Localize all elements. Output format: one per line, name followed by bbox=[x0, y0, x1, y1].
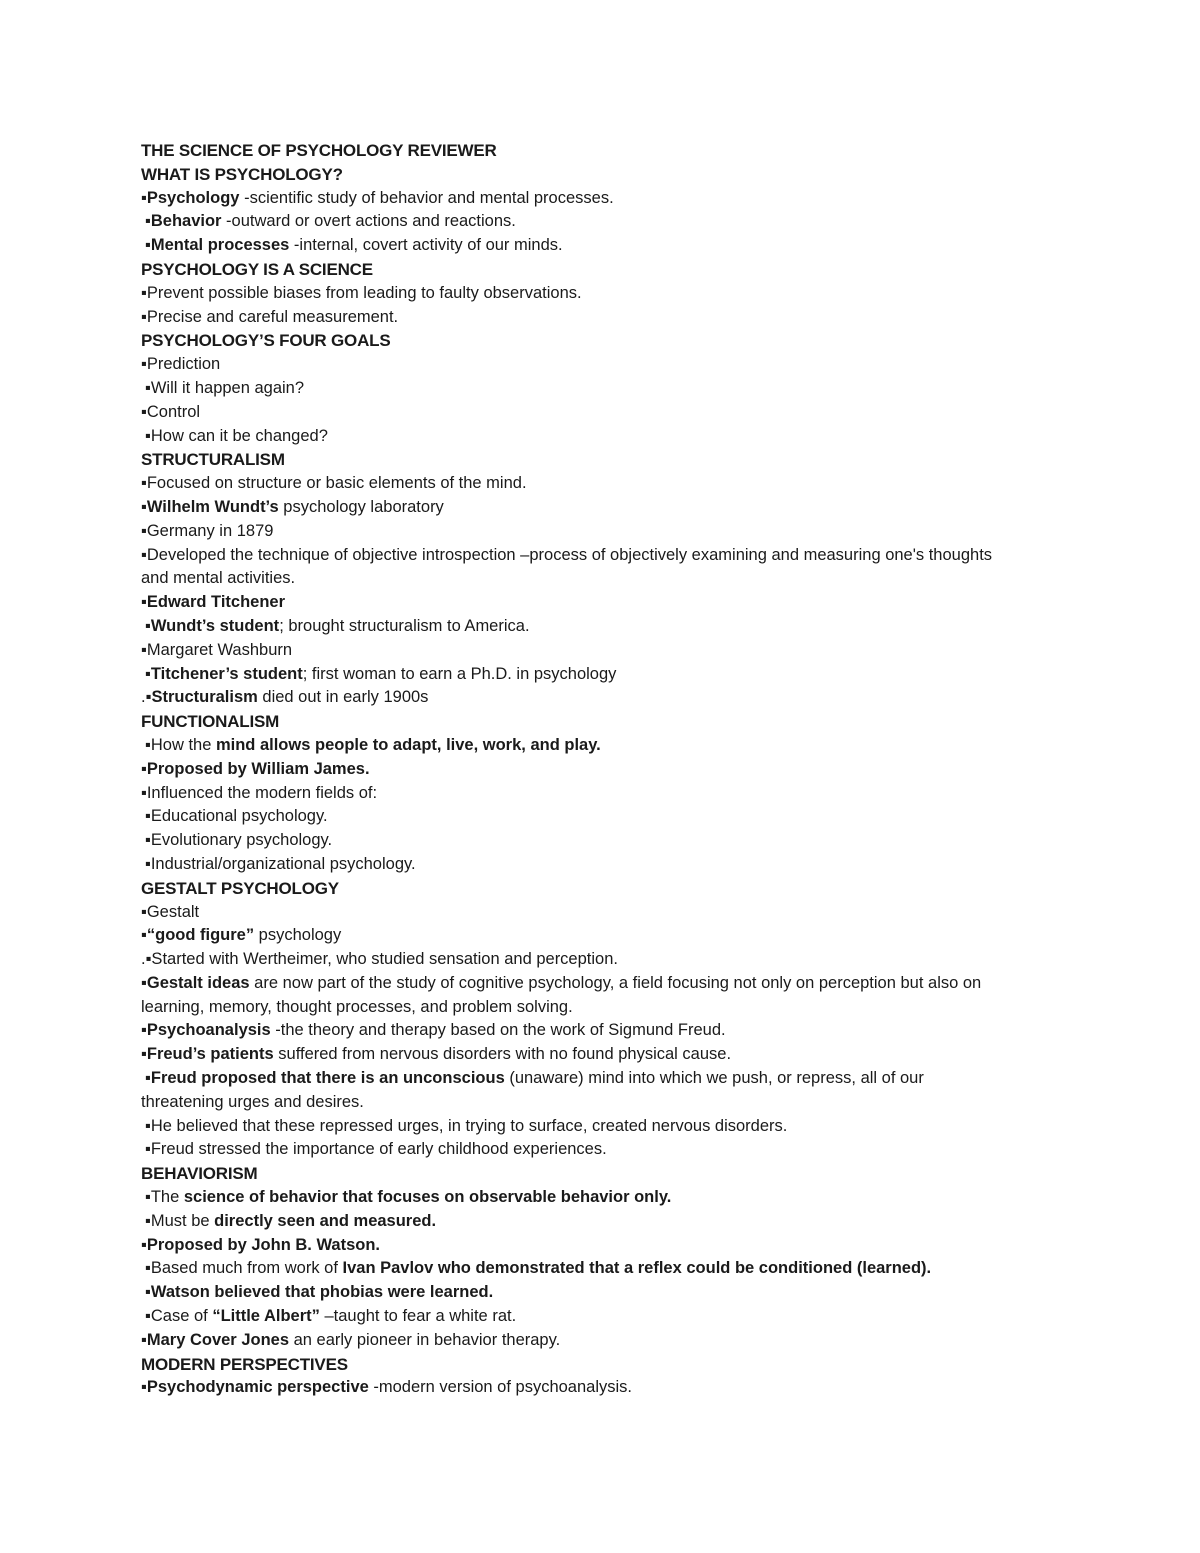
text-segment: ▪ bbox=[145, 616, 151, 635]
text-line bbox=[141, 377, 1071, 401]
text-line bbox=[141, 353, 1071, 377]
bold-term: directly seen and measured. bbox=[214, 1211, 437, 1230]
text-line bbox=[141, 1138, 1071, 1162]
text-segment: an early pioneer in behavior therapy. bbox=[289, 1330, 561, 1349]
text-line bbox=[141, 1234, 1071, 1258]
text-segment: ▪Focused on structure or basic elements of the mind. bbox=[141, 474, 527, 493]
section-heading bbox=[141, 139, 1071, 163]
text-segment: ▪Developed the technique of objective introspection –process of objectively examining and measuring one's thoughts bbox=[141, 545, 993, 564]
section-heading bbox=[141, 710, 1071, 734]
text-segment: ▪Freud stressed the importance of early childhood experiences. bbox=[145, 1140, 607, 1159]
text-segment: ▪ bbox=[141, 1235, 147, 1254]
bold-term: Wilhelm Wundt’s bbox=[146, 497, 279, 516]
text-segment: psychology bbox=[254, 926, 342, 945]
text-segment: STRUCTURALISM bbox=[141, 450, 285, 470]
text-segment: PSYCHOLOGY IS A SCIENCE bbox=[141, 259, 373, 279]
text-line bbox=[141, 1329, 1071, 1353]
text-segment: ▪ bbox=[141, 759, 147, 778]
text-segment: ▪ bbox=[141, 1045, 147, 1064]
text-segment: threatening urges and desires. bbox=[141, 1092, 364, 1111]
text-segment: ▪Evolutionary psychology. bbox=[145, 831, 333, 850]
bold-term: Watson believed that phobias were learned. bbox=[150, 1283, 494, 1302]
text-line bbox=[141, 1091, 1071, 1115]
bold-term: Behavior bbox=[150, 212, 222, 231]
text-segment: (unaware) mind into which we push, or repress, all of our bbox=[504, 1069, 924, 1088]
text-segment: ▪ bbox=[145, 212, 151, 231]
text-segment: WHAT IS PSYCHOLOGY? bbox=[141, 164, 343, 184]
bold-term: Wundt’s student bbox=[150, 616, 280, 635]
text-segment: ▪Prevent possible biases from leading to faulty observations. bbox=[141, 283, 582, 302]
text-line bbox=[141, 853, 1071, 877]
section-heading bbox=[141, 258, 1071, 282]
text-line bbox=[141, 234, 1071, 258]
text-line bbox=[141, 901, 1071, 925]
section-heading bbox=[141, 1353, 1071, 1377]
text-line bbox=[141, 496, 1071, 520]
text-segment: ▪He believed that these repressed urges, in trying to surface, created nervous disorders. bbox=[145, 1116, 788, 1135]
bold-term: Titchener’s student bbox=[150, 664, 303, 683]
bold-term: Psychodynamic perspective bbox=[146, 1378, 369, 1397]
text-line bbox=[141, 1067, 1071, 1091]
text-line bbox=[141, 282, 1071, 306]
text-segment: ▪ bbox=[141, 593, 147, 612]
text-segment: psychology laboratory bbox=[278, 497, 444, 516]
text-segment: GESTALT PSYCHOLOGY bbox=[141, 878, 339, 898]
text-segment: .▪Started with Wertheimer, who studied sensation and perception. bbox=[141, 950, 618, 969]
text-segment: ▪ bbox=[141, 188, 147, 207]
text-line bbox=[141, 805, 1071, 829]
text-segment: ▪ bbox=[141, 1330, 147, 1349]
bold-term: Edward Titchener bbox=[146, 593, 286, 612]
text-line bbox=[141, 187, 1071, 211]
bold-term: Structuralism bbox=[151, 688, 258, 707]
text-segment: ▪Based much from work of bbox=[145, 1259, 343, 1278]
text-segment: ; brought structuralism to America. bbox=[279, 616, 530, 635]
text-segment: –taught to fear a white rat. bbox=[319, 1307, 517, 1326]
text-segment: MODERN PERSPECTIVES bbox=[141, 1354, 348, 1374]
text-segment: suffered from nervous disorders with no found physical cause. bbox=[273, 1045, 732, 1064]
text-segment: ▪ bbox=[141, 1378, 147, 1397]
section-heading bbox=[141, 329, 1071, 353]
text-line bbox=[141, 1115, 1071, 1139]
bold-term: science of behavior that focuses on observable behavior only. bbox=[183, 1188, 672, 1207]
bold-term: Proposed by William James. bbox=[146, 759, 370, 778]
bold-term: Ivan Pavlov who demonstrated that a reflex could be conditioned (learned). bbox=[342, 1259, 932, 1278]
text-segment: died out in early 1900s bbox=[257, 688, 429, 707]
bold-term: Psychology bbox=[146, 188, 240, 207]
text-segment: ▪Gestalt bbox=[141, 902, 200, 921]
section-heading bbox=[141, 163, 1071, 187]
bold-term: Freud’s patients bbox=[146, 1045, 274, 1064]
section-heading bbox=[141, 448, 1071, 472]
text-line bbox=[141, 544, 1071, 568]
bold-term: Psychoanalysis bbox=[146, 1021, 271, 1040]
text-segment: BEHAVIORISM bbox=[141, 1164, 258, 1184]
text-line bbox=[141, 425, 1071, 449]
text-line bbox=[141, 972, 1071, 996]
text-line bbox=[141, 306, 1071, 330]
bold-term: Proposed by John B. Watson. bbox=[146, 1235, 381, 1254]
text-line bbox=[141, 829, 1071, 853]
text-segment: ▪Must be bbox=[145, 1211, 215, 1230]
text-segment: ▪ bbox=[145, 236, 151, 255]
text-segment: -scientific study of behavior and mental processes. bbox=[239, 188, 614, 207]
bold-term: mind allows people to adapt, live, work, and play. bbox=[215, 735, 601, 754]
text-line bbox=[141, 210, 1071, 234]
bold-term: “good figure” bbox=[146, 926, 255, 945]
section-heading bbox=[141, 877, 1071, 901]
text-segment: -internal, covert activity of our minds. bbox=[289, 236, 563, 255]
text-segment: ▪Educational psychology. bbox=[145, 807, 328, 826]
text-segment: ▪Germany in 1879 bbox=[141, 521, 274, 540]
text-segment: ▪Case of bbox=[145, 1307, 213, 1326]
bold-term: Freud proposed that there is an unconscious bbox=[150, 1069, 505, 1088]
bold-term: Mental processes bbox=[150, 236, 290, 255]
bold-term: Gestalt ideas bbox=[146, 973, 250, 992]
text-segment: FUNCTIONALISM bbox=[141, 712, 280, 732]
text-segment: ▪ bbox=[141, 497, 147, 516]
text-line bbox=[141, 1019, 1071, 1043]
text-segment: ▪ bbox=[141, 1021, 147, 1040]
text-line bbox=[141, 1305, 1071, 1329]
text-segment: THE SCIENCE OF PSYCHOLOGY REVIEWER bbox=[141, 141, 497, 160]
text-line bbox=[141, 924, 1071, 948]
text-segment: ▪Margaret Washburn bbox=[141, 640, 293, 659]
text-segment: are now part of the study of cognitive psychology, a field focusing not only on perception but also on bbox=[249, 973, 982, 992]
text-segment: ▪Control bbox=[141, 402, 201, 421]
document-body bbox=[141, 139, 1071, 1400]
text-segment: -outward or overt actions and reactions. bbox=[221, 212, 516, 231]
text-segment: and mental activities. bbox=[141, 569, 296, 588]
text-line bbox=[141, 1186, 1071, 1210]
text-segment: ▪Precise and careful measurement. bbox=[141, 307, 399, 326]
text-segment: ▪Prediction bbox=[141, 355, 221, 374]
text-segment: ▪ bbox=[145, 1069, 151, 1088]
text-segment: ▪ bbox=[145, 1283, 151, 1302]
text-segment: PSYCHOLOGY’S FOUR GOALS bbox=[141, 331, 391, 351]
text-line bbox=[141, 948, 1071, 972]
text-segment: ▪Will it happen again? bbox=[145, 378, 305, 397]
text-segment: ▪ bbox=[145, 664, 151, 683]
text-segment: ▪Industrial/organizational psychology. bbox=[145, 854, 416, 873]
bold-term: “Little Albert” bbox=[212, 1307, 320, 1326]
text-segment: ; first woman to earn a Ph.D. in psychology bbox=[302, 664, 617, 683]
text-line bbox=[141, 1376, 1071, 1400]
text-segment: ▪The bbox=[145, 1188, 184, 1207]
text-line bbox=[141, 1210, 1071, 1234]
text-line bbox=[141, 615, 1071, 639]
text-segment: -modern version of psychoanalysis. bbox=[368, 1378, 632, 1397]
text-line bbox=[141, 520, 1071, 544]
text-segment: ▪ bbox=[141, 973, 147, 992]
text-segment: -the theory and therapy based on the work of Sigmund Freud. bbox=[270, 1021, 726, 1040]
text-segment: ▪How can it be changed? bbox=[145, 426, 328, 445]
text-line bbox=[141, 639, 1071, 663]
text-line bbox=[141, 663, 1071, 687]
text-line bbox=[141, 1257, 1071, 1281]
text-segment: learning, memory, thought processes, and problem solving. bbox=[141, 997, 573, 1016]
text-line bbox=[141, 758, 1071, 782]
text-segment: ▪ bbox=[141, 926, 147, 945]
text-line bbox=[141, 734, 1071, 758]
text-line bbox=[141, 472, 1071, 496]
text-line bbox=[141, 686, 1071, 710]
text-segment: ▪How the bbox=[145, 735, 216, 754]
text-line bbox=[141, 782, 1071, 806]
text-line bbox=[141, 1281, 1071, 1305]
text-line bbox=[141, 401, 1071, 425]
text-line bbox=[141, 567, 1071, 591]
text-segment: ▪Influenced the modern fields of: bbox=[141, 783, 378, 802]
section-heading bbox=[141, 1162, 1071, 1186]
text-line bbox=[141, 591, 1071, 615]
bold-term: Mary Cover Jones bbox=[146, 1330, 290, 1349]
text-line bbox=[141, 996, 1071, 1020]
text-segment: .▪ bbox=[141, 688, 152, 707]
text-line bbox=[141, 1043, 1071, 1067]
